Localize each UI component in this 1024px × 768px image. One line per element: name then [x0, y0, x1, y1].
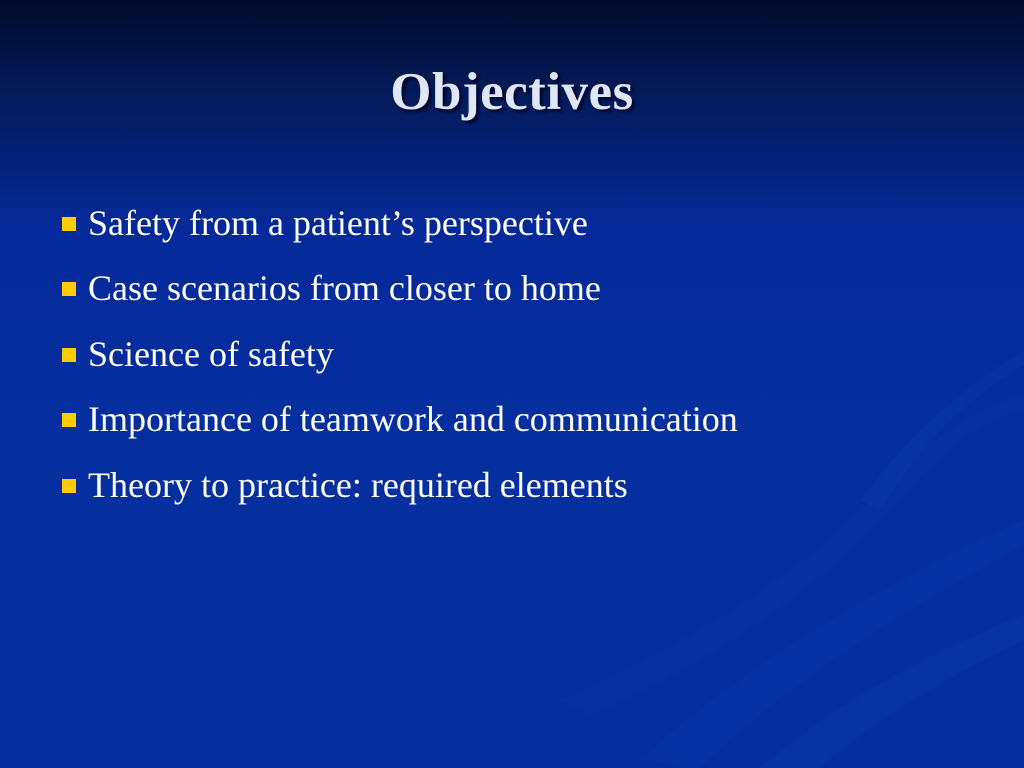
- square-bullet-icon: [62, 282, 76, 296]
- bullet-item: [62, 387, 992, 453]
- bullet-item: [62, 452, 992, 518]
- bullet-list: [62, 190, 992, 518]
- bullet-text: Case scenarios from closer to home: [88, 268, 601, 309]
- slide-title: Objectives: [390, 63, 634, 121]
- bullet-text: Importance of teamwork and communication: [88, 399, 738, 440]
- square-bullet-icon: [62, 413, 76, 427]
- bullet-text: Safety from a patient’s perspective: [88, 202, 588, 243]
- square-bullet-icon: [62, 479, 76, 493]
- square-bullet-icon: [62, 217, 76, 231]
- bullet-text: Science of safety: [88, 333, 334, 374]
- bullet-item: [62, 256, 992, 322]
- square-bullet-icon: [62, 348, 76, 362]
- bullet-item: [62, 321, 992, 387]
- bullet-text: Theory to practice: required elements: [88, 464, 628, 505]
- bullet-item: [62, 190, 992, 256]
